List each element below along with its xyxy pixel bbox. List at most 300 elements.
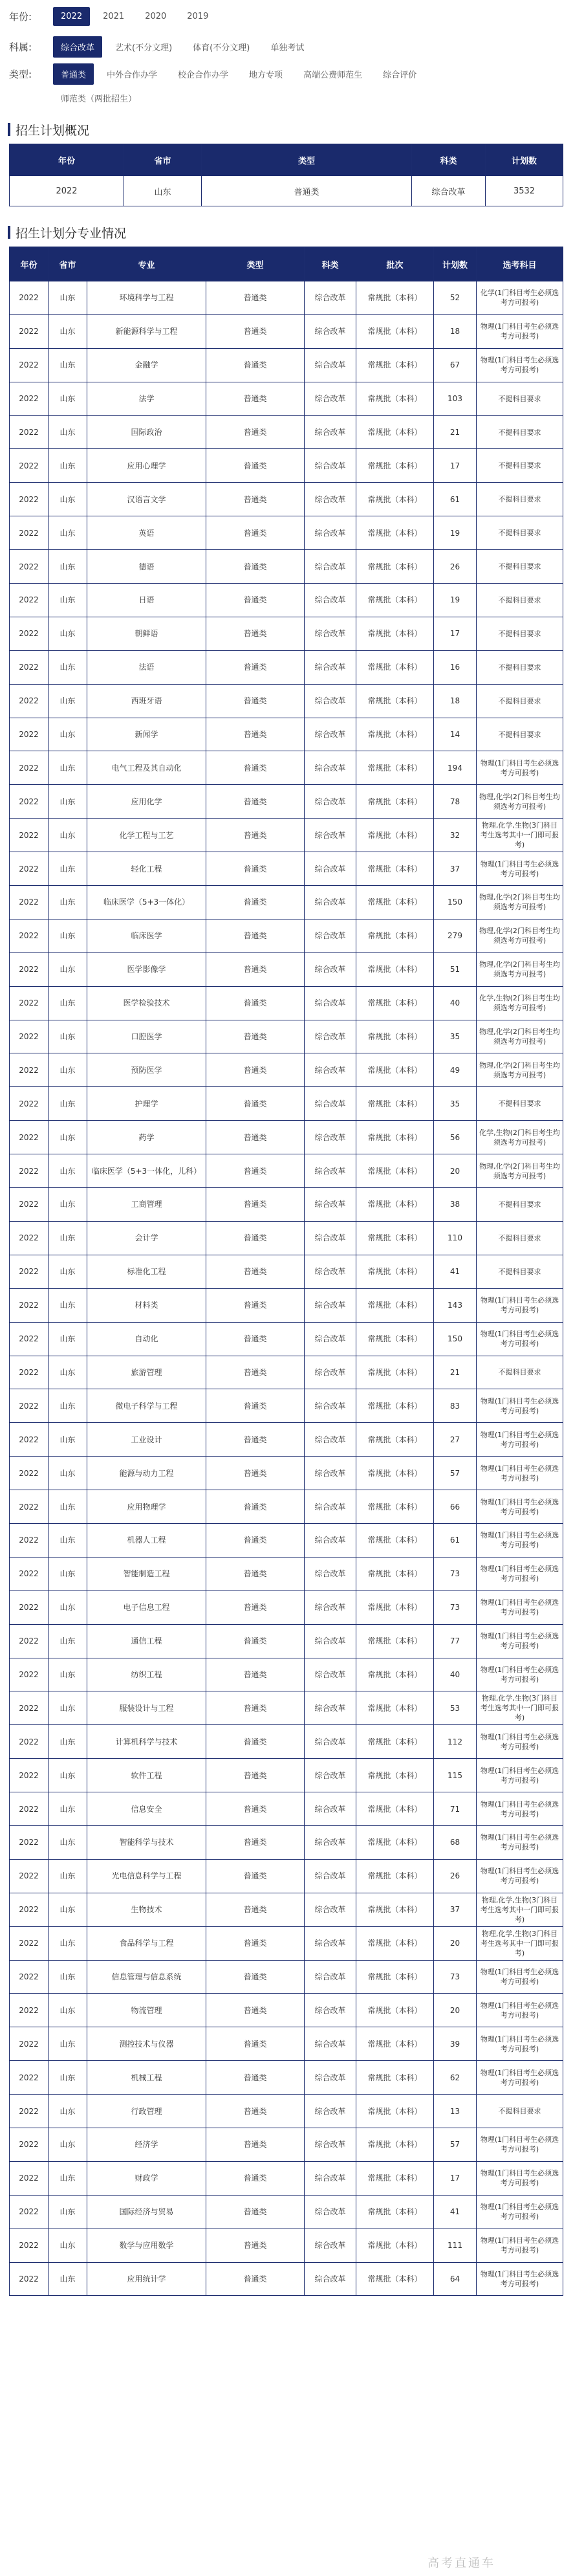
cell-major: 通信工程 xyxy=(87,1624,206,1658)
cell-major: 临床医学（5+3一体化，儿科） xyxy=(87,1154,206,1188)
cell-count: 39 xyxy=(434,2027,477,2061)
cell-province: 山东 xyxy=(49,1825,87,1859)
cell-subject: 综合改革 xyxy=(305,617,356,650)
cell-count: 57 xyxy=(434,2128,477,2161)
cell-year: 2022 xyxy=(10,2095,49,2128)
cell-major: 能源与动力工程 xyxy=(87,1457,206,1490)
cell-major: 会计学 xyxy=(87,1221,206,1255)
cell-subject: 综合改革 xyxy=(305,382,356,415)
cell-count: 19 xyxy=(434,516,477,550)
cell-count: 41 xyxy=(434,2195,477,2229)
cell-type: 普通类 xyxy=(206,281,305,315)
cell-province: 山东 xyxy=(49,1020,87,1053)
summary-cell-province: 山东 xyxy=(124,176,202,206)
cell-type: 普通类 xyxy=(206,1322,305,1356)
cell-major: 临床医学（5+3一体化） xyxy=(87,886,206,919)
cell-subject: 综合改革 xyxy=(305,2161,356,2195)
type-option-sino-foreign[interactable]: 中外合作办学 xyxy=(107,70,158,80)
cell-major: 法学 xyxy=(87,382,206,415)
cell-subject: 综合改革 xyxy=(305,1087,356,1121)
cell-batch: 常规批（本科） xyxy=(356,1457,434,1490)
cell-subject: 综合改革 xyxy=(305,1255,356,1288)
cell-major: 轻化工程 xyxy=(87,852,206,886)
cell-province: 山东 xyxy=(49,1994,87,2027)
cell-batch: 常规批（本科） xyxy=(356,1691,434,1725)
cell-requirement: 物理(1门科目考生必须选考方可报考) xyxy=(477,2161,563,2195)
cell-requirement: 物理(1门科目考生必须选考方可报考) xyxy=(477,1960,563,1994)
cell-count: 32 xyxy=(434,819,477,852)
cell-subject: 综合改革 xyxy=(305,281,356,315)
table-row xyxy=(10,952,563,986)
cell-major: 电子信息工程 xyxy=(87,1591,206,1624)
cell-major: 纺织工程 xyxy=(87,1658,206,1691)
cell-count: 37 xyxy=(434,1893,477,1926)
cell-subject: 综合改革 xyxy=(305,1188,356,1222)
cell-type: 普通类 xyxy=(206,348,305,382)
cell-requirement: 物理(1门科目考生必须选考方可报考) xyxy=(477,1557,563,1591)
cell-year: 2022 xyxy=(10,1356,49,1389)
detail-header-year: 年份 xyxy=(10,247,49,281)
cell-subject: 综合改革 xyxy=(305,550,356,584)
cell-year: 2022 xyxy=(10,314,49,348)
table-row xyxy=(10,1457,563,1490)
cell-requirement: 不提科目要求 xyxy=(477,516,563,550)
cell-province: 山东 xyxy=(49,718,87,751)
summary-table xyxy=(9,144,563,206)
cell-year: 2022 xyxy=(10,1221,49,1255)
cell-year: 2022 xyxy=(10,483,49,516)
cell-type: 普通类 xyxy=(206,1725,305,1759)
cell-year: 2022 xyxy=(10,1020,49,1053)
table-row xyxy=(10,1759,563,1792)
cell-requirement: 物理(1门科目考生必须选考方可报考) xyxy=(477,1423,563,1457)
cell-subject: 综合改革 xyxy=(305,986,356,1020)
cell-batch: 常规批（本科） xyxy=(356,1288,434,1322)
cell-batch: 常规批（本科） xyxy=(356,1221,434,1255)
cell-subject: 综合改革 xyxy=(305,1825,356,1859)
detail-header-subject: 科类 xyxy=(305,247,356,281)
cell-type: 普通类 xyxy=(206,2195,305,2229)
table-row xyxy=(10,1523,563,1557)
cell-type: 普通类 xyxy=(206,684,305,718)
table-row xyxy=(10,1792,563,1826)
table-row xyxy=(10,2195,563,2229)
cell-type: 普通类 xyxy=(206,2027,305,2061)
cell-subject: 综合改革 xyxy=(305,751,356,785)
cell-year: 2022 xyxy=(10,986,49,1020)
cell-type: 普通类 xyxy=(206,1356,305,1389)
cell-type: 普通类 xyxy=(206,1121,305,1154)
table-row xyxy=(10,617,563,650)
table-row xyxy=(10,718,563,751)
cell-province: 山东 xyxy=(49,1960,87,1994)
table-row xyxy=(10,1154,563,1188)
cell-subject: 综合改革 xyxy=(305,952,356,986)
cell-requirement: 物理(1门科目考生必须选考方可报考) xyxy=(477,751,563,785)
cell-subject: 综合改革 xyxy=(305,1591,356,1624)
cell-major: 标准化工程 xyxy=(87,1255,206,1288)
cell-count: 73 xyxy=(434,1591,477,1624)
cell-year: 2022 xyxy=(10,1288,49,1322)
cell-count: 52 xyxy=(434,281,477,315)
cell-major: 化学工程与工艺 xyxy=(87,819,206,852)
cell-type: 普通类 xyxy=(206,415,305,449)
cell-subject: 综合改革 xyxy=(305,1154,356,1188)
cell-type: 普通类 xyxy=(206,952,305,986)
cell-requirement: 物理(1门科目考生必须选考方可报考) xyxy=(477,2262,563,2296)
cell-province: 山东 xyxy=(49,1557,87,1591)
cell-count: 61 xyxy=(434,483,477,516)
cell-requirement: 化学(1门科目考生必须选考方可报考) xyxy=(477,281,563,315)
cell-type: 普通类 xyxy=(206,1087,305,1121)
cell-type: 普通类 xyxy=(206,1020,305,1053)
table-row xyxy=(10,852,563,886)
summary-header-year: 年份 xyxy=(10,144,124,176)
cell-major: 信息安全 xyxy=(87,1792,206,1826)
cell-count: 194 xyxy=(434,751,477,785)
cell-count: 26 xyxy=(434,1859,477,1893)
cell-province: 山东 xyxy=(49,1389,87,1423)
cell-subject: 综合改革 xyxy=(305,1926,356,1960)
cell-batch: 常规批（本科） xyxy=(356,449,434,483)
table-row xyxy=(10,1859,563,1893)
table-row xyxy=(10,2027,563,2061)
cell-major: 服装设计与工程 xyxy=(87,1691,206,1725)
cell-batch: 常规批（本科） xyxy=(356,1557,434,1591)
cell-type: 普通类 xyxy=(206,1994,305,2027)
cell-count: 150 xyxy=(434,1322,477,1356)
cell-year: 2022 xyxy=(10,919,49,952)
cell-batch: 常规批（本科） xyxy=(356,1389,434,1423)
cell-province: 山东 xyxy=(49,952,87,986)
cell-requirement: 不提科目要求 xyxy=(477,2095,563,2128)
cell-year: 2022 xyxy=(10,1255,49,1288)
year-option-2020[interactable]: 2020 xyxy=(145,11,167,21)
type-option-regular[interactable]: 普通类 xyxy=(53,63,94,85)
cell-type: 普通类 xyxy=(206,1288,305,1322)
cell-batch: 常规批（本科） xyxy=(356,415,434,449)
cell-count: 56 xyxy=(434,1121,477,1154)
cell-requirement: 物理,化学(2门科目考生均须选考方可报考) xyxy=(477,1020,563,1053)
cell-major: 财政学 xyxy=(87,2161,206,2195)
cell-major: 法语 xyxy=(87,650,206,684)
cell-major: 信息管理与信息系统 xyxy=(87,1960,206,1994)
cell-type: 普通类 xyxy=(206,819,305,852)
cell-major: 应用统计学 xyxy=(87,2262,206,2296)
cell-requirement: 物理(1门科目考生必须选考方可报考) xyxy=(477,2229,563,2262)
cell-year: 2022 xyxy=(10,2061,49,2095)
table-row xyxy=(10,2262,563,2296)
cell-major: 新闻学 xyxy=(87,718,206,751)
cell-requirement: 物理,化学,生物(3门科目考生选考其中一门即可报考) xyxy=(477,1926,563,1960)
cell-type: 普通类 xyxy=(206,382,305,415)
type-option-teacher-two-batch[interactable]: 师范类（两批招生） xyxy=(61,94,137,104)
subject-option-sports[interactable]: 体育(不分文理) xyxy=(193,43,250,53)
cell-count: 111 xyxy=(434,2229,477,2262)
summary-cell-count: 3532 xyxy=(486,176,563,206)
cell-count: 49 xyxy=(434,1053,477,1087)
cell-year: 2022 xyxy=(10,751,49,785)
cell-type: 普通类 xyxy=(206,2229,305,2262)
cell-year: 2022 xyxy=(10,2027,49,2061)
cell-requirement: 不提科目要求 xyxy=(477,1255,563,1288)
cell-batch: 常规批（本科） xyxy=(356,1053,434,1087)
detail-header-major: 专业 xyxy=(87,247,206,281)
table-row xyxy=(10,1221,563,1255)
cell-year: 2022 xyxy=(10,550,49,584)
cell-requirement: 物理(1门科目考生必须选考方可报考) xyxy=(477,314,563,348)
detail-header-requirement: 选考科目 xyxy=(477,247,563,281)
detail-header-province: 省市 xyxy=(49,247,87,281)
cell-type: 普通类 xyxy=(206,1624,305,1658)
cell-major: 测控技术与仪器 xyxy=(87,2027,206,2061)
cell-count: 20 xyxy=(434,1926,477,1960)
table-row xyxy=(10,1591,563,1624)
cell-subject: 综合改革 xyxy=(305,1389,356,1423)
cell-major: 国际经济与贸易 xyxy=(87,2195,206,2229)
cell-count: 40 xyxy=(434,986,477,1020)
cell-batch: 常规批（本科） xyxy=(356,684,434,718)
cell-major: 西班牙语 xyxy=(87,684,206,718)
table-row xyxy=(10,1926,563,1960)
table-row xyxy=(10,1423,563,1457)
cell-major: 预防医学 xyxy=(87,1053,206,1087)
cell-major: 机械工程 xyxy=(87,2061,206,2095)
cell-requirement: 不提科目要求 xyxy=(477,1221,563,1255)
cell-batch: 常规批（本科） xyxy=(356,483,434,516)
section-bar xyxy=(8,123,10,136)
summary-row xyxy=(10,176,563,206)
type-option-comprehensive-evaluation[interactable]: 综合评价 xyxy=(383,70,417,80)
cell-major: 金融学 xyxy=(87,348,206,382)
cell-count: 73 xyxy=(434,1557,477,1591)
cell-type: 普通类 xyxy=(206,2128,305,2161)
cell-year: 2022 xyxy=(10,1053,49,1087)
cell-subject: 综合改革 xyxy=(305,1121,356,1154)
cell-type: 普通类 xyxy=(206,1557,305,1591)
cell-province: 山东 xyxy=(49,1490,87,1524)
year-option-2019[interactable]: 2019 xyxy=(187,11,209,21)
cell-subject: 综合改革 xyxy=(305,2195,356,2229)
cell-count: 115 xyxy=(434,1759,477,1792)
cell-province: 山东 xyxy=(49,2229,87,2262)
cell-subject: 综合改革 xyxy=(305,314,356,348)
cell-subject: 综合改革 xyxy=(305,1691,356,1725)
cell-province: 山东 xyxy=(49,1658,87,1691)
cell-year: 2022 xyxy=(10,2229,49,2262)
subject-option-comprehensive[interactable]: 综合改革 xyxy=(53,36,102,58)
cell-requirement: 物理(1门科目考生必须选考方可报考) xyxy=(477,348,563,382)
cell-requirement: 不提科目要求 xyxy=(477,684,563,718)
table-row xyxy=(10,516,563,550)
summary-cell-subject: 综合改革 xyxy=(412,176,486,206)
cell-requirement: 物理,化学(2门科目考生均须选考方可报考) xyxy=(477,919,563,952)
cell-major: 应用物理学 xyxy=(87,1490,206,1524)
cell-type: 普通类 xyxy=(206,650,305,684)
cell-count: 17 xyxy=(434,2161,477,2195)
cell-major: 朝鲜语 xyxy=(87,617,206,650)
cell-subject: 综合改革 xyxy=(305,1557,356,1591)
cell-province: 山东 xyxy=(49,1759,87,1792)
cell-count: 103 xyxy=(434,382,477,415)
cell-requirement: 物理(1门科目考生必须选考方可报考) xyxy=(477,1322,563,1356)
cell-requirement: 物理(1门科目考生必须选考方可报考) xyxy=(477,1859,563,1893)
cell-batch: 常规批（本科） xyxy=(356,550,434,584)
cell-year: 2022 xyxy=(10,1322,49,1356)
cell-batch: 常规批（本科） xyxy=(356,2195,434,2229)
cell-batch: 常规批（本科） xyxy=(356,1591,434,1624)
cell-batch: 常规批（本科） xyxy=(356,1658,434,1691)
table-row xyxy=(10,2229,563,2262)
cell-province: 山东 xyxy=(49,1691,87,1725)
cell-subject: 综合改革 xyxy=(305,2229,356,2262)
cell-requirement: 物理,化学(2门科目考生均须选考方可报考) xyxy=(477,785,563,819)
cell-type: 普通类 xyxy=(206,516,305,550)
cell-batch: 常规批（本科） xyxy=(356,516,434,550)
subject-option-single-exam[interactable]: 单独考试 xyxy=(270,43,305,53)
cell-year: 2022 xyxy=(10,1926,49,1960)
cell-subject: 综合改革 xyxy=(305,584,356,617)
cell-type: 普通类 xyxy=(206,1960,305,1994)
cell-requirement: 物理(1门科目考生必须选考方可报考) xyxy=(477,2128,563,2161)
cell-batch: 常规批（本科） xyxy=(356,1926,434,1960)
cell-major: 德语 xyxy=(87,550,206,584)
cell-batch: 常规批（本科） xyxy=(356,952,434,986)
cell-year: 2022 xyxy=(10,2128,49,2161)
cell-province: 山东 xyxy=(49,1356,87,1389)
cell-count: 38 xyxy=(434,1188,477,1222)
table-row xyxy=(10,1356,563,1389)
cell-year: 2022 xyxy=(10,785,49,819)
table-row xyxy=(10,650,563,684)
cell-count: 35 xyxy=(434,1087,477,1121)
cell-subject: 综合改革 xyxy=(305,1960,356,1994)
detail-header-batch: 批次 xyxy=(356,247,434,281)
cell-subject: 综合改革 xyxy=(305,1994,356,2027)
summary-header-province: 省市 xyxy=(124,144,202,176)
cell-province: 山东 xyxy=(49,382,87,415)
cell-count: 83 xyxy=(434,1389,477,1423)
cell-year: 2022 xyxy=(10,1624,49,1658)
cell-subject: 综合改革 xyxy=(305,1792,356,1826)
table-row xyxy=(10,751,563,785)
detail-table-body xyxy=(10,281,563,2296)
cell-year: 2022 xyxy=(10,1825,49,1859)
table-row xyxy=(10,684,563,718)
table-row xyxy=(10,819,563,852)
cell-requirement: 物理(1门科目考生必须选考方可报考) xyxy=(477,1792,563,1826)
table-row xyxy=(10,348,563,382)
cell-province: 山东 xyxy=(49,415,87,449)
cell-batch: 常规批（本科） xyxy=(356,751,434,785)
cell-subject: 综合改革 xyxy=(305,684,356,718)
cell-count: 35 xyxy=(434,1020,477,1053)
cell-province: 山东 xyxy=(49,1792,87,1826)
table-row xyxy=(10,2161,563,2195)
cell-province: 山东 xyxy=(49,986,87,1020)
cell-subject: 综合改革 xyxy=(305,1053,356,1087)
cell-requirement: 物理,化学(2门科目考生均须选考方可报考) xyxy=(477,1053,563,1087)
cell-type: 普通类 xyxy=(206,483,305,516)
cell-type: 普通类 xyxy=(206,718,305,751)
cell-count: 73 xyxy=(434,1960,477,1994)
cell-subject: 综合改革 xyxy=(305,1020,356,1053)
cell-type: 普通类 xyxy=(206,1792,305,1826)
cell-major: 环境科学与工程 xyxy=(87,281,206,315)
cell-province: 山东 xyxy=(49,1624,87,1658)
cell-province: 山东 xyxy=(49,483,87,516)
section-bar xyxy=(8,226,10,239)
cell-count: 41 xyxy=(434,1255,477,1288)
table-row xyxy=(10,919,563,952)
cell-province: 山东 xyxy=(49,1523,87,1557)
type-option-local-special[interactable]: 地方专项 xyxy=(249,70,283,80)
watermark: 高考直通车 xyxy=(427,2557,495,2570)
detail-section-title xyxy=(0,223,573,241)
cell-type: 普通类 xyxy=(206,986,305,1020)
cell-province: 山东 xyxy=(49,617,87,650)
cell-province: 山东 xyxy=(49,348,87,382)
cell-count: 20 xyxy=(434,1994,477,2027)
cell-province: 山东 xyxy=(49,584,87,617)
cell-requirement: 物理,化学(2门科目考生均须选考方可报考) xyxy=(477,886,563,919)
cell-requirement: 不提科目要求 xyxy=(477,617,563,650)
cell-type: 普通类 xyxy=(206,751,305,785)
table-row xyxy=(10,1053,563,1087)
cell-major: 材料类 xyxy=(87,1288,206,1322)
cell-subject: 综合改革 xyxy=(305,718,356,751)
cell-year: 2022 xyxy=(10,819,49,852)
type-option-school-enterprise[interactable]: 校企合作办学 xyxy=(178,70,229,80)
cell-batch: 常规批（本科） xyxy=(356,1423,434,1457)
cell-province: 山东 xyxy=(49,1087,87,1121)
detail-header-count: 计划数 xyxy=(434,247,477,281)
cell-requirement: 物理(1门科目考生必须选考方可报考) xyxy=(477,2027,563,2061)
cell-subject: 综合改革 xyxy=(305,1221,356,1255)
table-row xyxy=(10,1255,563,1288)
cell-subject: 综合改革 xyxy=(305,2128,356,2161)
cell-requirement: 化学,生物(2门科目考生均须选考方可报考) xyxy=(477,986,563,1020)
cell-batch: 常规批（本科） xyxy=(356,2128,434,2161)
cell-batch: 常规批（本科） xyxy=(356,986,434,1020)
table-row xyxy=(10,1087,563,1121)
cell-type: 普通类 xyxy=(206,852,305,886)
cell-province: 山东 xyxy=(49,1423,87,1457)
cell-major: 旅游管理 xyxy=(87,1356,206,1389)
year-option-2021[interactable]: 2021 xyxy=(103,11,125,21)
table-row xyxy=(10,1658,563,1691)
cell-batch: 常规批（本科） xyxy=(356,348,434,382)
cell-year: 2022 xyxy=(10,684,49,718)
cell-major: 国际政治 xyxy=(87,415,206,449)
cell-subject: 综合改革 xyxy=(305,1457,356,1490)
cell-province: 山东 xyxy=(49,1322,87,1356)
summary-header-count: 计划数 xyxy=(486,144,563,176)
type-option-publicly-funded-teacher[interactable]: 高端公费师范生 xyxy=(303,70,363,80)
subject-option-art[interactable]: 艺术(不分文理) xyxy=(115,43,173,53)
cell-type: 普通类 xyxy=(206,1154,305,1188)
cell-batch: 常规批（本科） xyxy=(356,1188,434,1222)
cell-subject: 综合改革 xyxy=(305,819,356,852)
cell-count: 112 xyxy=(434,1725,477,1759)
cell-batch: 常规批（本科） xyxy=(356,919,434,952)
cell-batch: 常规批（本科） xyxy=(356,617,434,650)
cell-province: 山东 xyxy=(49,2161,87,2195)
table-row xyxy=(10,281,563,315)
cell-batch: 常规批（本科） xyxy=(356,1994,434,2027)
year-option-2022[interactable]: 2022 xyxy=(53,7,90,26)
cell-major: 自动化 xyxy=(87,1322,206,1356)
